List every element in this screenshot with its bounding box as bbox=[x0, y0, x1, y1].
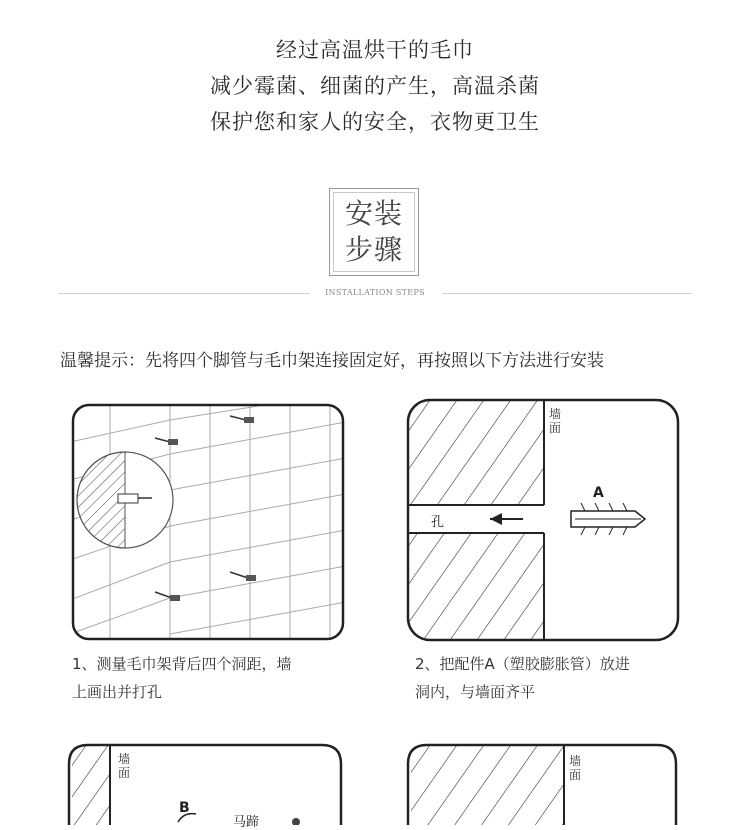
step-1-caption-line-2: 上画出并打孔 bbox=[72, 683, 163, 701]
step-2-wall-label: 墙面 bbox=[549, 407, 562, 435]
section-subtitle: INSTALLATION STEPS bbox=[325, 288, 425, 297]
step-1-caption bbox=[72, 650, 292, 706]
intro-line-1: 经过高温烘干的毛巾 bbox=[276, 38, 474, 62]
step-3-wall-label: 墙面 bbox=[118, 752, 131, 780]
intro-line-3: 保护您和家人的安全，衣物更卫生 bbox=[210, 110, 540, 134]
section-title-badge bbox=[329, 188, 419, 276]
step-3-part-label: B bbox=[179, 800, 190, 816]
step-1-caption-line-1: 1、测量毛巾架背后四个洞距，墙 bbox=[72, 655, 292, 673]
installation-tip: 温馨提示：先将四个脚管与毛巾架连接固定好，再按照以下方法进行安装 bbox=[60, 351, 604, 371]
section-title-line-1: 安装 bbox=[344, 197, 403, 230]
step-2-caption-line-1: 2、把配件A（塑胶膨胀管）放进 bbox=[415, 655, 630, 673]
section-title-line-2: 步骤 bbox=[344, 233, 403, 266]
divider-left bbox=[58, 293, 310, 294]
step-3-illustration bbox=[66, 742, 346, 830]
step-3-screw-label: 马蹄 bbox=[233, 815, 260, 830]
step-2-hole-label: 孔 bbox=[431, 515, 445, 530]
step-1-illustration bbox=[70, 402, 346, 642]
step-2-caption-line-2: 洞内，与墙面齐平 bbox=[415, 683, 536, 701]
step-2-part-label: A bbox=[593, 485, 604, 501]
step-2-illustration bbox=[405, 397, 681, 643]
step-2-caption bbox=[415, 650, 630, 706]
intro-line-2: 减少霉菌、细菌的产生，高温杀菌 bbox=[210, 74, 540, 98]
step-4-wall-label: 墙面 bbox=[569, 754, 582, 782]
step-4-illustration bbox=[405, 742, 681, 825]
divider-right bbox=[442, 293, 692, 294]
intro-text bbox=[0, 32, 750, 140]
